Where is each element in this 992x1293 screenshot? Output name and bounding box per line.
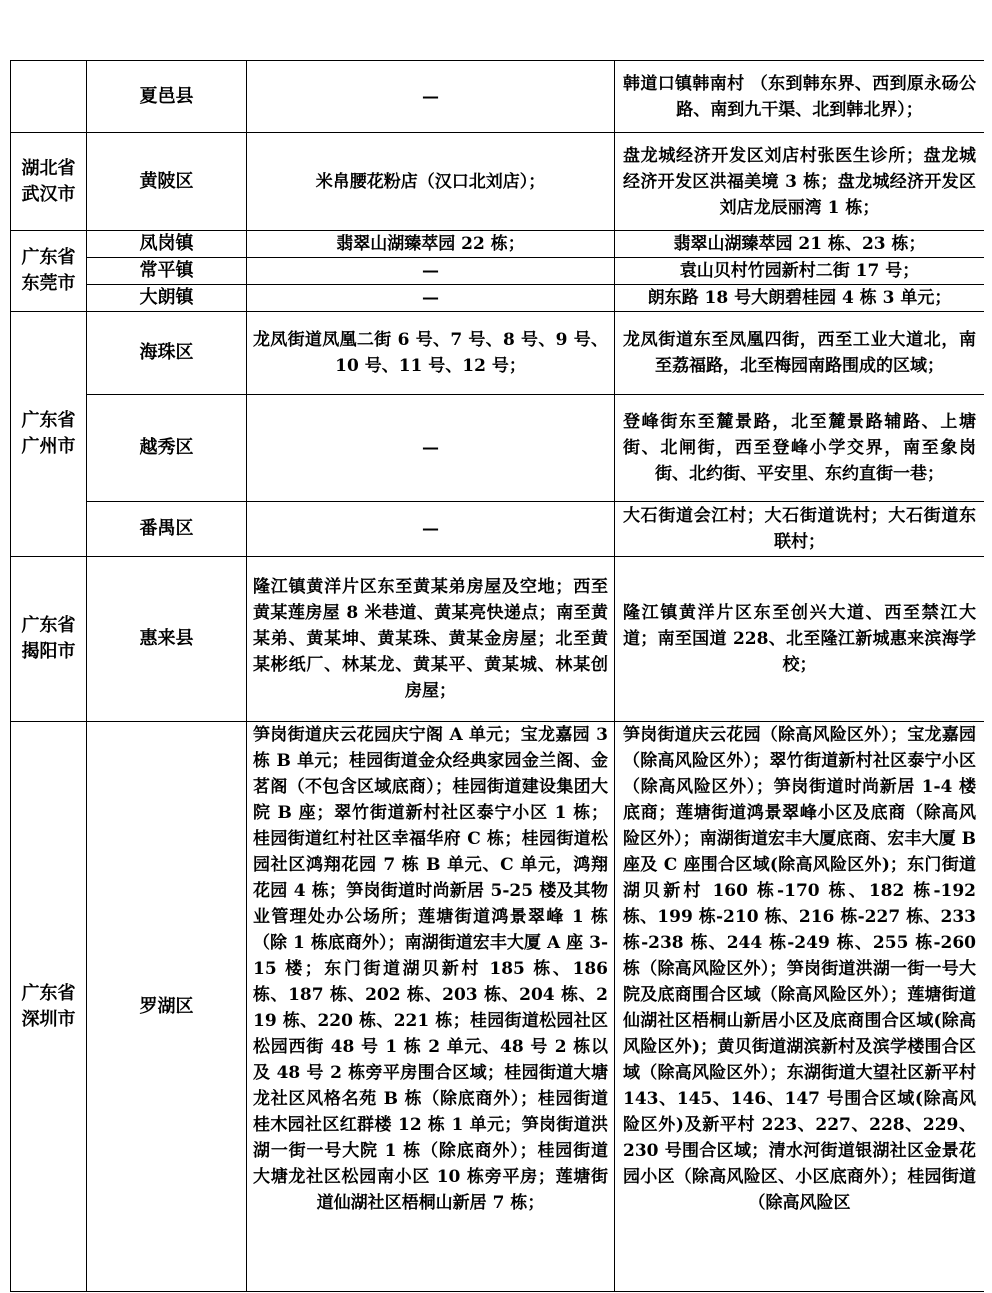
risk-area-table bbox=[10, 60, 984, 1292]
district-cell: 常平镇 bbox=[87, 258, 247, 285]
high-risk-area-cell: — bbox=[247, 61, 615, 133]
high-risk-area-cell: — bbox=[247, 285, 615, 312]
table-row bbox=[11, 231, 985, 258]
district-cell: 凤岗镇 bbox=[87, 231, 247, 258]
high-risk-area-cell: 龙凤街道凤凰二街 6 号、7 号、8 号、9 号、10 号、11 号、12 号； bbox=[247, 312, 615, 395]
district-cell: 罗湖区 bbox=[87, 722, 247, 1292]
high-risk-area-cell: 笋岗街道庆云花园庆宁阁 A 单元；宝龙嘉园 3 栋 B 单元；桂园街道金众经典家园金兰阁、金茗阁（不包含区域底商）；桂园街道建设集团大院 B 座；翠竹街道新村社区泰宁小区 1 栋；桂园街道红村社区幸福华府 C 栋；桂园街道松园社区鸿翔花园 7 栋 B 单元、C 单元，鸿翔花园 4 栋；笋岗街道时尚新居 5-25 楼及其物业管理处办公场所；莲塘街道鸿景翠峰 1 栋（除 1 栋底商外）；南湖街道宏丰大厦 A 座 3-15 楼；东门街道湖贝新村 185 栋、186 栋、187 栋、202 栋、203 栋、204 栋、219 栋、220 栋、221 栋；桂园街道松园社区松园西街 48 号 1 栋 2 单元、48 号 2 栋以及 48 号 2 栋旁平房围合区域；桂园街道大塘龙社区风格名苑 B 栋（除底商外）；桂园街道桂木园社区红群楼 12 栋 1 单元；笋岗街道洪湖一街一号大院 1 栋（除底商外）；桂园街道大塘龙社区松园南小区 10 栋旁平房；莲塘街道仙湖社区梧桐山新居 7 栋； bbox=[247, 722, 615, 1292]
district-cell: 黄陂区 bbox=[87, 133, 247, 231]
risk-area-table-page bbox=[10, 60, 984, 1293]
district-cell: 越秀区 bbox=[87, 395, 247, 502]
medium-risk-area-cell: 大石街道会江村；大石街道诜村；大石街道东联村； bbox=[615, 502, 985, 557]
district-cell: 番禺区 bbox=[87, 502, 247, 557]
medium-risk-area-cell: 盘龙城经济开发区刘店村张医生诊所；盘龙城经济开发区洪福美境 3 栋；盘龙城经济开发区刘店龙辰丽湾 1 栋； bbox=[615, 133, 985, 231]
high-risk-area-cell: 隆江镇黄洋片区东至黄某弟房屋及空地；西至黄某莲房屋 8 米巷道、黄某亮快递点；南至黄某弟、黄某坤、黄某珠、黄某金房屋；北至黄某彬纸厂、林某龙、黄某平、黄某城、林某创房屋； bbox=[247, 557, 615, 722]
province-cell: 湖北省武汉市 bbox=[11, 133, 87, 231]
table-row bbox=[11, 285, 985, 312]
province-cell: 广东省东莞市 bbox=[11, 231, 87, 312]
district-cell: 惠来县 bbox=[87, 557, 247, 722]
high-risk-area-cell: — bbox=[247, 395, 615, 502]
medium-risk-area-cell: 朗东路 18 号大朗碧桂园 4 栋 3 单元； bbox=[615, 285, 985, 312]
high-risk-area-cell: 翡翠山湖臻萃园 22 栋； bbox=[247, 231, 615, 258]
medium-risk-area-cell: 龙凤街道东至凤凰四街，西至工业大道北，南至荔福路，北至梅园南路围成的区域； bbox=[615, 312, 985, 395]
medium-risk-area-cell: 韩道口镇韩南村 （东到韩东界、西到原永砀公路、南到九干渠、北到韩北界）； bbox=[615, 61, 985, 133]
medium-risk-area-cell: 笋岗街道庆云花园（除高风险区外）；宝龙嘉园（除高风险区外）；翠竹街道新村社区泰宁小区（除高风险区外）；笋岗街道时尚新居 1-4 楼底商；莲塘街道鸿景翠峰小区及底商（除高风险区外）；南湖街道宏丰大厦底商、宏丰大厦 B 座及 C 座围合区域(除高风险区外)；东门街道湖贝新村 160 栋-170 栋、182 栋-192 栋、199 栋-210 栋、216 栋-227 栋、233 栋-238 栋、244 栋-249 栋、255 栋-260 栋（除高风险区外）；笋岗街道洪湖一街一号大院及底商围合区域（除高风险区外）；莲塘街道仙湖社区梧桐山新居小区及底商围合区域(除高风险区外)；黄贝街道湖滨新村及滨学楼围合区域（除高风险区外）；东湖街道大望社区新平村 143、145、146、147 号围合区域(除高风险区外)及新平村 223、227、228、229、230 号围合区域；清水河街道银湖社区金景花园小区（除高风险区、小区底商外）；桂园街道（除高风险区 bbox=[615, 722, 985, 1292]
district-cell: 海珠区 bbox=[87, 312, 247, 395]
district-cell: 大朗镇 bbox=[87, 285, 247, 312]
table-row bbox=[11, 502, 985, 557]
table-row bbox=[11, 312, 985, 395]
table-row bbox=[11, 557, 985, 722]
medium-risk-area-cell: 登峰街东至麓景路，北至麓景路辅路、上塘街、北闸街，西至登峰小学交界，南至象岗街、北约街、平安里、东约直街一巷； bbox=[615, 395, 985, 502]
province-cell: 广东省广州市 bbox=[11, 312, 87, 557]
medium-risk-area-cell: 隆江镇黄洋片区东至创兴大道、西至禁江大道；南至国道 228、北至隆江新城惠来滨海学校； bbox=[615, 557, 985, 722]
high-risk-area-cell: — bbox=[247, 258, 615, 285]
table-row bbox=[11, 133, 985, 231]
province-cell: 广东省揭阳市 bbox=[11, 557, 87, 722]
high-risk-area-cell: — bbox=[247, 502, 615, 557]
medium-risk-area-cell: 翡翠山湖臻萃园 21 栋、23 栋； bbox=[615, 231, 985, 258]
medium-risk-area-cell: 袁山贝村竹园新村二街 17 号； bbox=[615, 258, 985, 285]
table-row bbox=[11, 395, 985, 502]
table-row bbox=[11, 258, 985, 285]
province-cell bbox=[11, 61, 87, 133]
table-row bbox=[11, 61, 985, 133]
table-row bbox=[11, 722, 985, 1292]
district-cell: 夏邑县 bbox=[87, 61, 247, 133]
province-cell: 广东省深圳市 bbox=[11, 722, 87, 1292]
high-risk-area-cell: 米帛腰花粉店（汉口北刘店）； bbox=[247, 133, 615, 231]
